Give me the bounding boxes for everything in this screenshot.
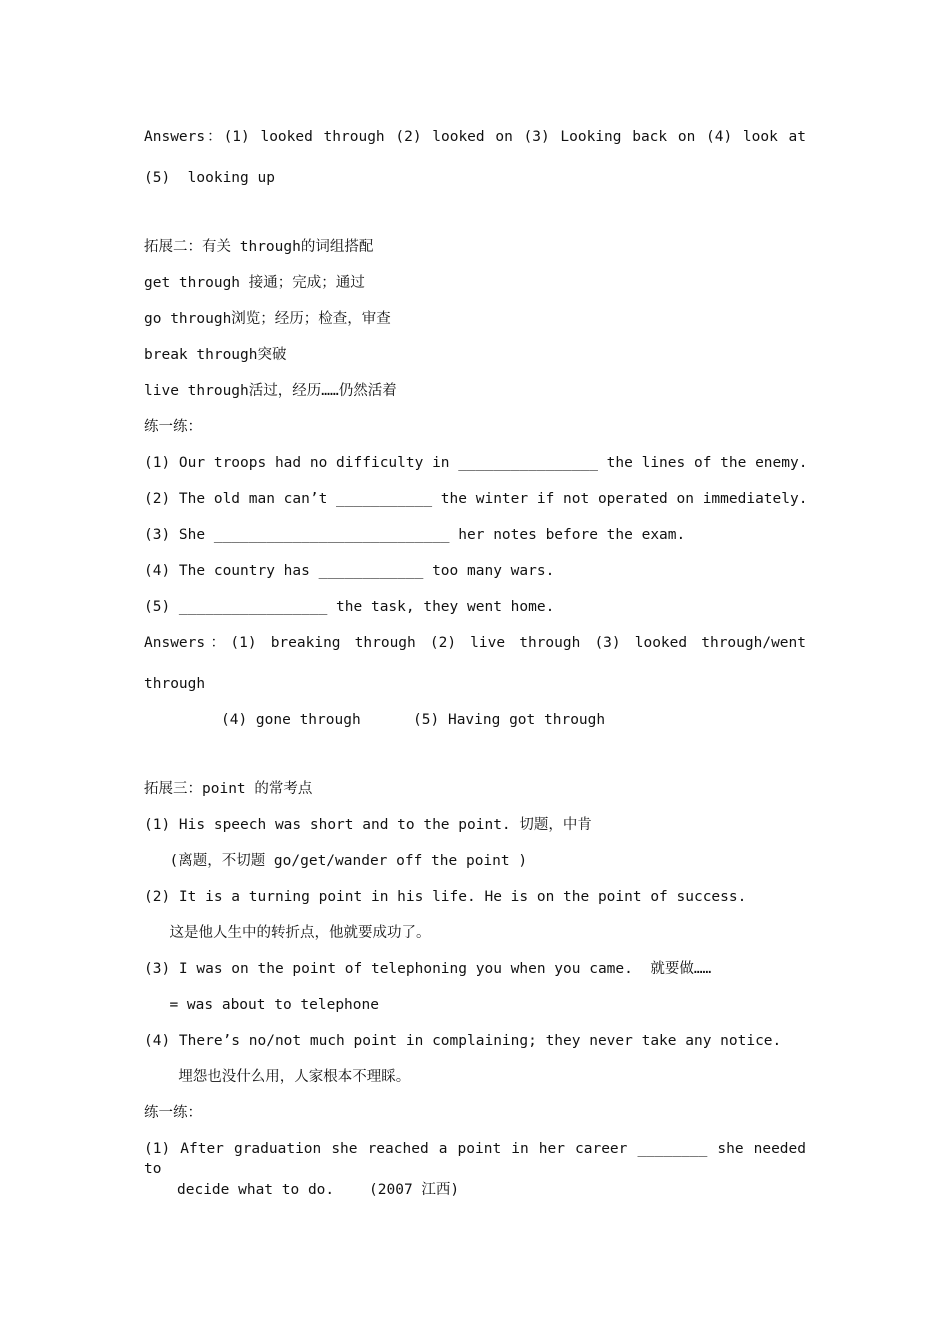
phrase-get-through: get through 接通；完成；通过 <box>144 275 365 291</box>
exercise-2-4: (4) The country has ____________ too many wars. <box>144 563 555 579</box>
point-item-4: (4) There’s no/not much point in complaining; they never take any notice. <box>144 1033 782 1049</box>
exercise-2-5: (5) _________________ the task, they went home. <box>144 599 555 615</box>
answers-1-line-2: (5) looking up <box>144 170 275 186</box>
point-item-1-note: (离题，不切题 go/get/wander off the point ) <box>152 853 528 869</box>
phrase-break-through: break through突破 <box>144 347 287 363</box>
answers-2-line-3: (4) gone through (5) Having got through <box>221 712 606 728</box>
point-item-3: (3) I was on the point of telephoning you when you came. 就要做…… <box>144 961 712 977</box>
phrase-live-through: live through活过，经历……仍然活着 <box>144 383 397 399</box>
point-item-4-translation: 埋怨也没什么用，人家根本不理睬。 <box>152 1069 411 1085</box>
practice-label-2: 练一练： <box>144 419 202 435</box>
exercise-2-2: (2) The old man can’t ___________ the winter if not operated on immediately. <box>144 491 808 507</box>
answers-2-line-1: Answers：(1) breaking through (2) live through (3) looked through/went <box>144 635 806 651</box>
exercise-2-3: (3) She ___________________________ her notes before the exam. <box>144 527 686 543</box>
section-3-heading: 拓展三：point 的常考点 <box>144 781 313 797</box>
section-2-heading: 拓展二：有关 through的词组搭配 <box>144 239 374 255</box>
exercise-3-1-line-2: decide what to do. (2007 江西) <box>177 1182 460 1198</box>
point-item-3-note: = was about to telephone <box>152 997 379 1013</box>
point-item-2: (2) It is a turning point in his life. He is on the point of success. <box>144 889 747 905</box>
answers-2-line-2: through <box>144 676 206 692</box>
point-item-1: (1) His speech was short and to the point. 切题，中肯 <box>144 817 592 833</box>
practice-label-3: 练一练： <box>144 1105 202 1121</box>
answers-1-line-1: Answers：(1) looked through (2) looked on (3) Looking back on (4) look at <box>144 129 806 145</box>
exercise-2-1: (1) Our troops had no difficulty in ________________ the lines of the enemy. <box>144 455 808 471</box>
exercise-3-1-line-1: (1) After graduation she reached a point in her career ________ she needed to <box>144 1141 806 1177</box>
phrase-go-through: go through浏览；经历；检查，审查 <box>144 311 391 327</box>
point-item-2-translation: 这是他人生中的转折点，他就要成功了。 <box>152 925 431 941</box>
